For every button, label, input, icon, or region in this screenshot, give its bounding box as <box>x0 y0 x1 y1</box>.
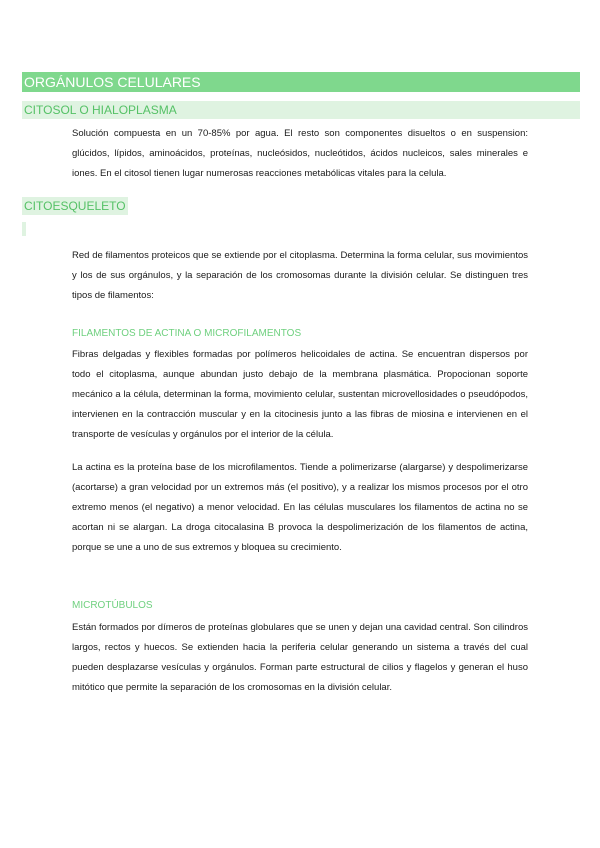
microtubulos-paragraph: Están formados por dímeros de proteínas globulares que se unen y dejan una cavidad central. Son cilindros largos, rectos y huecos. Se extienden hacia la periferia celular generando un sistema a través del cual pueden desplazarse vesículas y orgánulos. Forman parte estructural de cilios y flagelos y generan el huso mitótico que permite la separación de los cromosomas en la división celular. <box>72 622 528 693</box>
empty-heading-marker <box>22 222 26 236</box>
citosol-paragraph: Solución compuesta en un 70-85% por agua. El resto son componentes disueltos o en suspension: glúcidos, lípidos, aminoácidos, proteínas, nucleósidos, nucleótidos, ácidos nucleicos, sales minerales e iones. En el citosol tienen lugar numerosas reacciones metabólicas vitales para la celula. <box>72 128 528 179</box>
subheading-microtubulos: MICROTÚBULOS <box>72 600 153 611</box>
actina-paragraph-1: Fibras delgadas y flexibles formadas por polímeros helicoidales de actina. Se encuentran dispersos por todo el citoplasma, aunque abundan justo debajo de la membrana plasmática. Propocionan soporte mecánico a la célula, determinan la forma, movimiento celular, sustentan microvellosidades o pseudópodos, intervienen en la contracción muscular y en la citocinesis junto a las fibras de miosina e intervienen en el transporte de vesículas y orgánulos por el interior de la célula. <box>72 349 528 440</box>
section-heading-citoesqueleto: CITOESQUELETO <box>24 199 126 213</box>
citoesqueleto-intro: Red de filamentos proteicos que se extiende por el citoplasma. Determina la forma celular, sus movimientos y los de sus orgánulos, y la separación de los cromosomas durante la división celular. Se distinguen tres tipos de filamentos: <box>72 250 528 301</box>
actina-paragraph-2: La actina es la proteína base de los microfilamentos. Tiende a polimerizarse (alargarse) y despolimerizarse (acortarse) a gran velocidad por un extremos más (el positivo), y a realizar los mismos procesos por el otro extremo menos (el negativo) a menor velocidad. En las células musculares los filamentos de actina no se acortan ni se alargan. La droga citocalasina B provoca la despolimerización de los filamentos de actina, porque se une a uno de sus extremos y bloquea su crecimiento. <box>72 462 528 553</box>
main-heading: ORGÁNULOS CELULARES <box>22 72 580 92</box>
section-heading-citosol: CITOSOL O HIALOPLASMA <box>22 101 580 119</box>
subheading-actina: FILAMENTOS DE ACTINA O MICROFILAMENTOS <box>72 328 302 339</box>
